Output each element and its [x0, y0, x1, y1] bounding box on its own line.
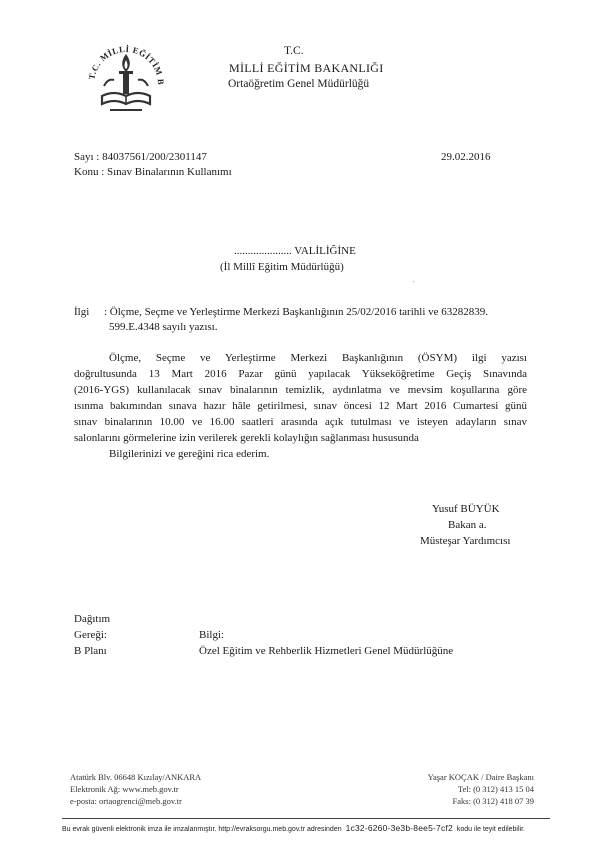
distribution-heading: Dağıtım: [74, 613, 111, 625]
verification-prefix: Bu evrak güvenli elektronik imza ile imzalanmıştır. http://evraksorgu.meb.gov.tr adresinden: [62, 826, 342, 833]
signature-name: Yusuf BÜYÜK: [432, 503, 500, 515]
footer-address: Atatürk Blv. 06648 Kızılay/ANKARA: [70, 772, 202, 782]
ilgi-label: İlgi: [74, 306, 90, 318]
body-line-3: (2016-YGS) kullanılacak sınav binalarının temizlik, aydınlatma ve mevsim koşullarına göre: [74, 384, 527, 396]
konu-line: Konu : Sınav Binalarının Kullanımı: [74, 166, 232, 178]
footer-email: e-posta: ortaogrenci@meb.gov.tr: [70, 796, 182, 806]
verification-line: [62, 823, 552, 833]
sayi-line: Sayı : 84037561/200/2301147: [74, 151, 207, 163]
addressee-line1: ..................... VALİLİĞİNE: [234, 245, 356, 257]
signature-title2: Müsteşar Yardımcısı: [420, 535, 511, 547]
document-date: 29.02.2016: [441, 151, 491, 163]
footer-contact-name: Yaşar KOÇAK / Daire Başkanı: [427, 772, 534, 782]
body-closing: Bilgilerinizi ve gereğini rica ederim.: [109, 448, 270, 460]
addressee-line2: (İl Millî Eğitim Müdürlüğü): [220, 261, 344, 273]
body-line-4: ısınma bakımından sınava hazır hâle getirilmesi, sınav öncesi 12 Mart 2016 Cumartesi günü: [74, 400, 527, 412]
footer-divider: [62, 818, 550, 819]
verification-code: 1c32-6260-3e3b-8ee5-7cf2: [345, 823, 453, 833]
ilgi-line1: : Ölçme, Seçme ve Yerleştirme Merkezi Başkanlığının 25/02/2016 tarihli ve 63282839.: [104, 306, 489, 318]
footer-tel: Tel: (0 312) 413 15 04: [457, 784, 534, 794]
signature-title1: Bakan a.: [448, 519, 487, 531]
ilgi-line2: 599.E.4348 sayılı yazısı.: [109, 321, 218, 333]
distribution-bilgi-label: Bilgi:: [199, 629, 225, 641]
header-ministry: MİLLİ EĞİTİM BAKANLIĞI: [229, 61, 384, 75]
distribution-geregi: Gereği:: [74, 629, 107, 641]
svg-text:T.C. MİLLİ EĞİTİM BAKANLIĞI: T.C. MİLLİ EĞİTİM B: [86, 43, 167, 86]
ministry-emblem-logo: [84, 40, 168, 124]
footer-fax: Faks: (0 312) 418 07 39: [452, 796, 534, 806]
header-tc: T.C.: [284, 45, 304, 57]
header-directorate: Ortaöğretim Genel Müdürlüğü: [228, 78, 370, 90]
stray-mark: ´: [412, 280, 415, 289]
distribution-bilgi-value: Özel Eğitim ve Rehberlik Hizmetleri Genel Müdürlüğüne: [199, 645, 454, 657]
body-line-6: salonlarını görmelerine izin verilerek gerekli kolaylığın sağlanması hususunda: [74, 432, 419, 444]
body-line-1: Ölçme, Seçme ve Yerleştirme Merkezi Başkanlığının (ÖSYM) ilgi yazısı: [109, 352, 527, 364]
body-line-5: sınav binalarının 10.00 ve 16.00 saatleri arasında açık tutulması ve isteyen adayların sınav: [74, 416, 527, 428]
body-line-2: doğrultusunda 13 Mart 2016 Pazar günü yapılacak Yükseköğretime Geçiş Sınavında: [74, 368, 527, 380]
verification-suffix: kodu ile teyit edilebilir.: [456, 826, 525, 833]
footer-web: Elektronik Ağ: www.meb.gov.tr: [70, 784, 179, 794]
distribution-bplani: B Planı: [74, 645, 107, 657]
